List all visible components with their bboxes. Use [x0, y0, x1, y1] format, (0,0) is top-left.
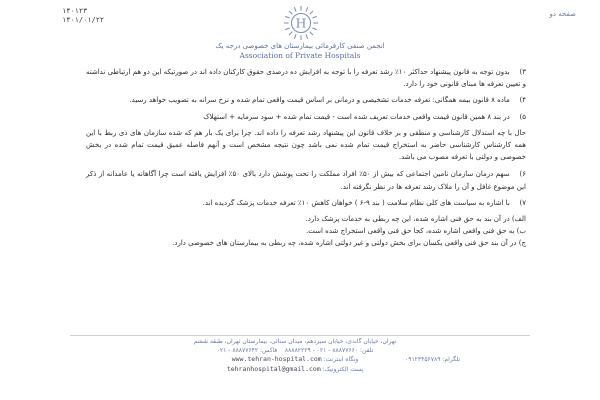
reference-block [62, 7, 104, 25]
item-number: ۳) [519, 68, 527, 76]
letter-body [86, 66, 526, 250]
email-label: پست الکترونیک: [322, 365, 364, 373]
closing-line: ب) به حق فنی واقعی اشاره شده، کجا حق فنی واقعی استخراج شده است. [306, 227, 526, 236]
page-label: صفحه دو [549, 10, 576, 18]
item-number: ۶) [519, 170, 526, 179]
reference-number: ۱۴۰۱۲۳ [62, 7, 88, 15]
website-link[interactable]: www.tehran-hospital.com [231, 355, 322, 363]
association-logo-icon [282, 4, 320, 42]
list-item [86, 168, 526, 192]
closing-line: ج) در آن بند حق فنی واقعی یکسان برای بخش دولتی و غیر دولتی اشاره شده، چه ربطی به بیمارستان های خصوصی دارد. [172, 239, 526, 248]
item-text: سهم درمان سازمان تامین اجتماعی که بیش از ۵۰٪ افراد مملکت را تحت پوشش دارد بالای ۵۰٪ افزایش یافته است چرا آگاهانه یا عامدانه از ذکر این موضوع غافل و آن را ملاک رشد تعرفه ها در نظر نگرفته اند. [86, 170, 526, 191]
item-text: بدون توجه به قانون پیشنهاد حداکثر ۱۰٪ رشد تعرفه را با توجه به افزایش ده درصدی حقوق کارکنان داده اند در صورتیکه این دو هم ارتباطی نداشته و تعیین تعرفه ها مبنای قانونی خود را دارد. [86, 68, 526, 89]
footer-mobile: تلگرام: ۰۹۱۲۳۴۵۶۷۸۹ [405, 356, 461, 363]
website-label: وبگاه اینترنت: [323, 356, 359, 363]
item-text: با اشاره به سیاست های کلی نظام سلامت ( بند ۹-۶ ) خواهان کاهش ۱۰٪ تعرفه خدمات پزشک گردیده اند. [202, 198, 510, 207]
footer-divider [70, 335, 530, 336]
list-item [86, 197, 526, 209]
email-link[interactable]: tehranhospital@gmail.com [226, 364, 321, 373]
list-item [86, 94, 526, 106]
list-item [86, 66, 526, 90]
closing-line: الف) در آن بند به حق فنی اشاره شده، این چه ربطی به خدمات پزشک دارد. [305, 215, 526, 224]
item-number: ۴) [519, 96, 526, 105]
item-number: ۵) [519, 112, 526, 121]
reference-date: ۱۴۰۱/۰۱/۲۲ [62, 16, 105, 24]
logo-letter: H [295, 16, 307, 31]
footer-address: تهران، خیابان گاندی، خیابان سیزدهم، میدان سنائی، بیمارستان تهران، طبقه ششم [193, 338, 397, 345]
item-text: ماده ۸ قانون بیمه همگانی: تعرفه خدمات تشخیصی و درمانی بر اساس قیمت واقعی تمام شده و نرخ سرانه به تصویب خواهد رسید. [129, 96, 510, 105]
list-item [86, 111, 526, 123]
item-number: ۷) [519, 198, 526, 207]
body-paragraph: حال با چه استدلال کارشناسی و منطقی و بر خلاف قانون این پیشنهاد رشد تعرفه را داده اند. چرا برای یک بار هم که شده سازمان های ذی ربط با این همه کارشناس کارشناسی حاضر به استخراج قیمت تمام شده نمی باشد چون نتیجه مشخص است و آنهم فاصله عمیق قیمت تمام شده در بخش خصوصی و دولتی با تعرفه مصوب می باشد. [86, 128, 526, 162]
footer-fax: فاکس: ۸۸۸۷۷۶۴۲ - ۰۲۱ [216, 346, 278, 354]
org-name-persian: انجمن صنفی کارفرمائی بیمارستان های خصوصی درجه یک [215, 42, 385, 50]
org-name-english: Association of Private Hospitals [239, 51, 361, 60]
item-text: در بند ۸ همین قانون قیمت واقعی خدمات تعریف شده است - قیمت تمام شده + سود سرمایه + استهلاک [203, 112, 510, 121]
footer-phone: تلفن: ۸۸۸۷۷۶۶۰ - ۰۲۱ - ۸۸۸۸۲۲۲۹ [284, 346, 374, 354]
